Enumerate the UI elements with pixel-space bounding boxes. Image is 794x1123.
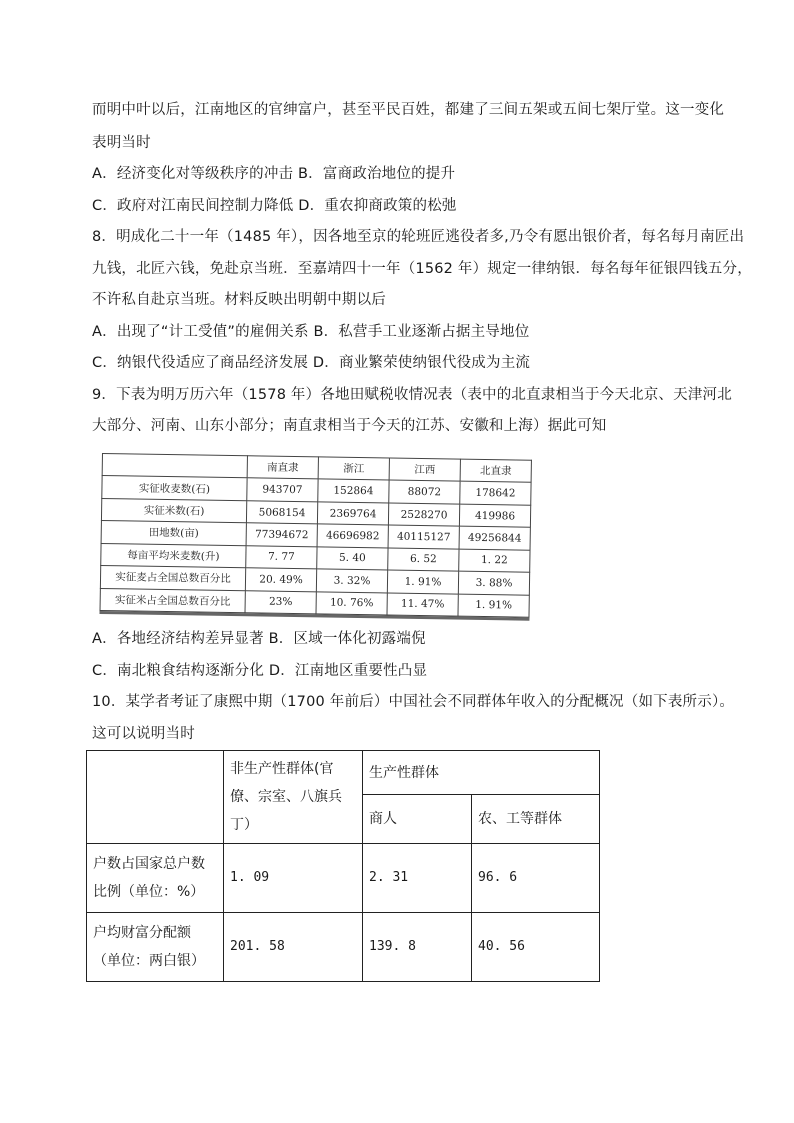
q8-options-cd: C．纳银代役适应了商品经济发展 D．商业繁荣使纳银代役成为主流	[92, 355, 531, 371]
table-cell: 178642	[460, 482, 531, 506]
table-cell: 201. 58	[224, 913, 363, 982]
table-cell: 2528270	[388, 503, 459, 527]
table-row	[87, 844, 600, 913]
table-cell: 943707	[247, 478, 318, 502]
q10-income-table	[86, 750, 600, 982]
table-row-label: 户均财富分配额（单位：两白银）	[87, 913, 224, 982]
table-row-label: 每亩平均米麦数(升)	[101, 543, 246, 568]
q10-stem-line-2: 这可以说明当时	[92, 726, 195, 742]
q9-options-cd: C．南北粮食结构逐渐分化 D．江南地区重要性凸显	[92, 663, 428, 679]
table-row-label: 实征米占全国总数百分比	[100, 588, 245, 613]
table-header-cell: 非生产性群体(官僚、宗室、八旗兵丁）	[224, 751, 363, 844]
table-header-cell: 生产性群体	[363, 751, 600, 795]
table-header-cell: 商人	[363, 795, 472, 844]
table-cell: 3. 88%	[458, 571, 529, 595]
table-cell: 2369764	[317, 502, 388, 526]
table-row-label: 实征米数(石)	[101, 498, 246, 523]
q10-stem-line-1: 10．某学者考证了康熙中期（1700 年前后）中国社会不同群体年收入的分配概况（如下表所示）。	[92, 694, 735, 710]
q8-stem-line-2: 九钱，北匠六钱，免赴京当班．至嘉靖四十一年（1562 年）规定一律纳银．每名每年征银四钱五分，	[92, 261, 752, 277]
table-cell: 49256844	[459, 526, 530, 550]
table-row-label: 实征收麦数(石)	[102, 476, 247, 501]
q8-options-ab: A．出现了“计工受值”的雇佣关系 B．私营手工业逐渐占据主导地位	[92, 324, 530, 340]
q9-stem-line-1: 9．下表为明万历六年（1578 年）各地田赋税收情况表（表中的北直隶相当于今天北京、天津河北	[92, 387, 732, 403]
table-cell: 1. 91%	[387, 570, 458, 594]
table-cell: 2. 31	[363, 844, 472, 913]
q7-options-cd: C．政府对江南民间控制力降低 D．重农抑商政策的松弛	[92, 198, 457, 214]
q9-options-ab: A．各地经济结构差异显著 B．区域一体化初露端倪	[92, 631, 426, 647]
table-header-cell: 农、工等群体	[472, 795, 600, 844]
table-header-row	[87, 751, 600, 795]
table-cell: 6. 52	[388, 548, 459, 572]
table-header-cell: 江西	[389, 458, 460, 482]
table-cell: 3. 32%	[316, 569, 387, 593]
table-header-cell: 北直隶	[460, 459, 531, 483]
table-cell: 77394672	[246, 523, 317, 547]
table-cell: 46696982	[317, 524, 388, 548]
q9-tax-table	[100, 453, 532, 618]
table-corner-cell	[87, 751, 224, 844]
table-cell: 1. 91%	[458, 594, 529, 618]
q7-stem-line-1: 而明中叶以后，江南地区的官绅富户，甚至平民百姓，都建了三间五架或五间七架厅堂。这一变化	[92, 102, 725, 118]
table-header-cell	[102, 454, 247, 479]
table-row-label: 实征麦占全国总数百分比	[100, 566, 245, 591]
table-cell: 40. 56	[472, 913, 600, 982]
table-cell: 1. 09	[224, 844, 363, 913]
q7-stem-line-2: 表明当时	[92, 135, 151, 151]
table-cell: 96. 6	[472, 844, 600, 913]
table-cell: 40115127	[388, 525, 459, 549]
table-cell: 11. 47%	[387, 593, 458, 617]
table-cell: 5068154	[246, 501, 317, 525]
table-cell: 7. 77	[246, 545, 317, 569]
q9-tax-table-image	[100, 453, 532, 618]
table-cell: 10. 76%	[316, 591, 387, 615]
table-header-cell: 南直隶	[247, 456, 318, 480]
q8-stem-line-1: 8．明成化二十一年（1485 年），因各地至京的轮班匠逃役者多,乃令有愿出银价者，每名每月南匠出	[92, 229, 745, 245]
table-cell: 23%	[245, 590, 316, 614]
table-cell: 1. 22	[459, 549, 530, 573]
table-row	[87, 913, 600, 982]
table-cell: 5. 40	[317, 547, 388, 571]
table-cell: 152864	[318, 479, 389, 503]
table-cell: 20. 49%	[245, 568, 316, 592]
table-row-label: 田地数(亩)	[101, 521, 246, 546]
table-cell: 139. 8	[363, 913, 472, 982]
q8-stem-line-3: 不许私自赴京当班。材料反映出明朝中期以后	[92, 292, 386, 308]
table-cell: 419986	[459, 504, 530, 528]
table-row-label: 户数占国家总户数比例（单位：%）	[87, 844, 224, 913]
q7-options-ab: A．经济变化对等级秩序的冲击 B．富商政治地位的提升	[92, 166, 456, 182]
table-cell: 88072	[389, 480, 460, 504]
table-header-cell: 浙江	[318, 457, 389, 481]
q9-stem-line-2: 大部分、河南、山东小部分；南直隶相当于今天的江苏、安徽和上海）据此可知	[92, 418, 607, 434]
